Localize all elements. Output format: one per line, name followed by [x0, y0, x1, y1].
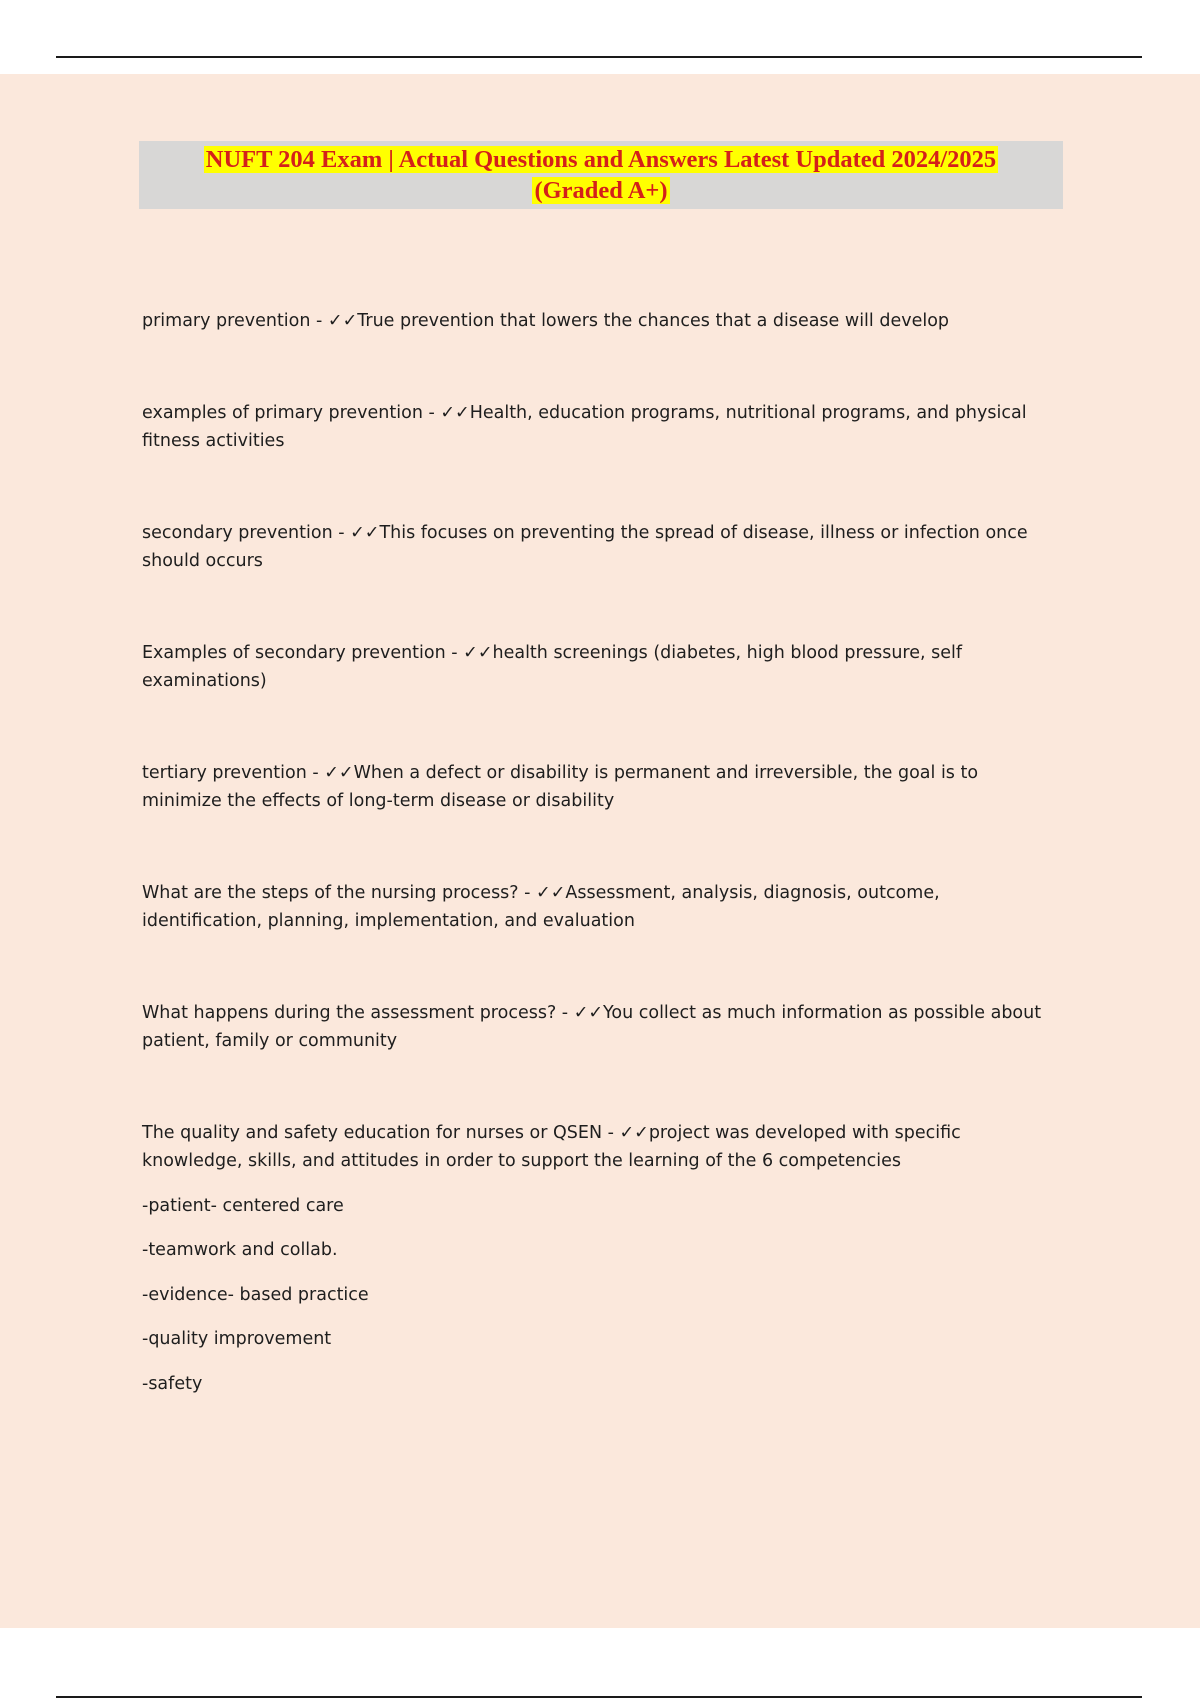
double-check-icon: ✓✓ [350, 522, 380, 543]
qa-term: The quality and safety education for nurses or QSEN - [142, 1122, 620, 1143]
qa-answer: When a defect or disability is permanent and irreversible, the goal is to minimize the effects of long-term disease or disability [142, 762, 979, 811]
qa-term: tertiary prevention - [142, 762, 325, 783]
qa-term: secondary prevention - [142, 522, 351, 543]
double-check-icon: ✓✓ [619, 1122, 649, 1143]
competency-item: -patient- centered care [142, 1195, 344, 1216]
double-check-icon: ✓✓ [324, 762, 354, 783]
qa-answer: project was developed with specific knowledge, skills, and attitudes in order to support the learning of the 6 competencies [142, 1122, 961, 1171]
qa-term: What are the steps of the nursing process? - [142, 882, 537, 903]
double-check-icon: ✓✓ [463, 642, 493, 663]
qa-item [142, 519, 1062, 576]
qa-term: examples of primary prevention - [142, 402, 441, 423]
qa-answer: This focuses on preventing the spread of disease, illness or infection once should occurs [142, 522, 1028, 571]
top-rule [56, 56, 1142, 58]
qa-term: primary prevention - [142, 311, 328, 331]
document-title [139, 144, 1063, 206]
bottom-rule [56, 1696, 1142, 1698]
qa-answer: Assessment, analysis, diagnosis, outcome, identification, planning, implementation, and evaluation [142, 882, 940, 931]
qa-item [142, 639, 1062, 696]
double-check-icon: ✓✓ [536, 882, 566, 903]
qa-item [142, 999, 1062, 1056]
qa-answer: health screenings (diabetes, high blood pressure, self examinations) [142, 642, 963, 691]
qa-item [142, 1119, 1062, 1176]
double-check-icon: ✓✓ [573, 1002, 604, 1023]
competency-item: -evidence- based practice [142, 1284, 369, 1305]
title-band [139, 141, 1063, 209]
title-line-1: NUFT 204 Exam | Actual Questions and Answers Latest Updated 2024/2025 [205, 146, 997, 173]
double-check-icon: ✓✓ [327, 311, 358, 331]
double-check-icon: ✓✓ [440, 402, 470, 423]
qa-answer: You collect as much information as possible about patient, family or community [142, 1002, 1042, 1051]
qa-item [142, 307, 1062, 336]
qa-item [142, 879, 1062, 936]
qa-item [142, 759, 1062, 816]
qa-answer: True prevention that lowers the chances that a disease will develop [357, 311, 950, 331]
competency-item: -quality improvement [142, 1329, 332, 1349]
qa-item [142, 399, 1062, 456]
competency-item: -safety [142, 1373, 203, 1394]
qa-term: Examples of secondary prevention - [142, 642, 464, 663]
qa-list [142, 307, 1062, 1398]
title-line-2: (Graded A+) [534, 177, 668, 204]
qa-answer: Health, education programs, nutritional programs, and physical fitness activities [142, 402, 1027, 451]
competency-item: -teamwork and collab. [142, 1240, 338, 1260]
qa-term: What happens during the assessment process? - [142, 1002, 574, 1023]
